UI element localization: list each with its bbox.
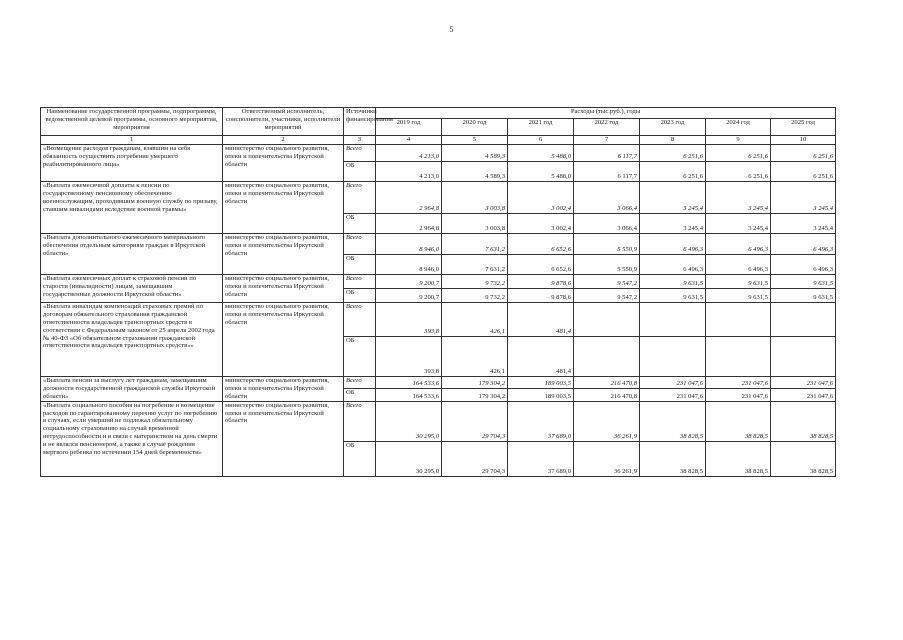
header-expenses: Расходы (тыс.руб.), годы xyxy=(376,108,836,119)
row-total-label: Всего xyxy=(344,376,376,388)
row-responsible: министерство социального развития, опеки и попечительства Иркутской области xyxy=(223,274,344,302)
source-value: 426,1 xyxy=(442,336,508,376)
header-year: 2020 год xyxy=(442,119,508,136)
source-value: 393,8 xyxy=(376,336,442,376)
source-value: 9 631,5 xyxy=(771,288,836,302)
row-total-label: Всего xyxy=(344,274,376,288)
table-row xyxy=(41,401,836,441)
total-value: 8 946,0 xyxy=(376,233,442,254)
total-value: 3 002,4 xyxy=(508,181,574,213)
table-row xyxy=(41,274,836,288)
source-value: 3 003,8 xyxy=(442,213,508,233)
source-value: 3 245,4 xyxy=(771,213,836,233)
total-value: 37 689,0 xyxy=(508,401,574,441)
row-source-label: ОБ xyxy=(344,213,376,233)
source-value: 6 652,6 xyxy=(508,254,574,274)
source-value: 37 689,0 xyxy=(508,441,574,476)
expenses-table xyxy=(40,107,836,477)
source-value: 36 261,9 xyxy=(574,441,640,476)
source-value: 6 251,6 xyxy=(771,161,836,181)
source-value: 9 547,2 xyxy=(574,288,640,302)
source-value: 5 488,0 xyxy=(508,161,574,181)
total-value: 5 488,0 xyxy=(508,144,574,161)
source-value: 7 631,2 xyxy=(442,254,508,274)
total-value: 2 964,8 xyxy=(376,181,442,213)
total-value: 9 200,7 xyxy=(376,274,442,288)
row-total-label: Всего xyxy=(344,181,376,213)
total-value: 6 496,3 xyxy=(771,233,836,254)
row-name: «Выплата ежемесячной доплаты к пенсии по государственному пенсионному обеспечению военнослужащим, проходившим военную службу по призыву, ставшим инвалидами вследствие военной травмы» xyxy=(41,181,223,233)
total-value: 6 496,3 xyxy=(640,233,706,254)
column-index: 5 xyxy=(442,136,508,145)
source-value: 216 470,8 xyxy=(574,389,640,401)
table-body xyxy=(41,144,836,476)
source-value: 4 589,3 xyxy=(442,161,508,181)
source-value: 5 550,9 xyxy=(574,254,640,274)
source-value: 189 003,5 xyxy=(508,389,574,401)
column-index: 6 xyxy=(508,136,574,145)
row-name: «Выплата инвалидам компенсаций страховых премий по договорам обязательного страхования гражданской ответственности владельцев транспортных средств в соответствии с Федеральным законом от 25 апреля 2002 года № 40-ФЗ «Об обязательном страховании гражданской ответственности владельцев транспортных средств»» xyxy=(41,302,223,376)
row-responsible: министерство социального развития, опеки и попечительства Иркутской области xyxy=(223,181,344,233)
source-value: 38 828,5 xyxy=(706,441,771,476)
total-value: 231 047,6 xyxy=(706,376,771,388)
row-source-label: ОБ xyxy=(344,389,376,401)
row-source-label: ОБ xyxy=(344,288,376,302)
total-value: 38 828,5 xyxy=(771,401,836,441)
source-value: 9 631,5 xyxy=(706,288,771,302)
row-responsible: министерство социального развития, опеки и попечительства Иркутской области xyxy=(223,376,344,401)
total-value: 6 652,6 xyxy=(508,233,574,254)
total-value: 9 878,6 xyxy=(508,274,574,288)
source-value xyxy=(574,336,640,376)
total-value: 6 251,6 xyxy=(771,144,836,161)
row-source-label: ОБ xyxy=(344,441,376,476)
total-value: 38 828,5 xyxy=(640,401,706,441)
total-value: 30 295,0 xyxy=(376,401,442,441)
total-value: 6 251,6 xyxy=(640,144,706,161)
row-total-label: Всего xyxy=(344,233,376,254)
column-index: 1 xyxy=(41,136,223,145)
table-row xyxy=(41,302,836,336)
header-year: 2024 год xyxy=(706,119,771,136)
source-value: 164 533,6 xyxy=(376,389,442,401)
source-value: 3 066,4 xyxy=(574,213,640,233)
row-responsible: министерство социального развития, опеки и попечительства Иркутской области xyxy=(223,302,344,376)
total-value: 426,1 xyxy=(442,302,508,336)
source-value: 6 117,7 xyxy=(574,161,640,181)
column-index: 10 xyxy=(771,136,836,145)
source-value: 481,4 xyxy=(508,336,574,376)
source-value: 2 964,8 xyxy=(376,213,442,233)
source-value: 6 496,3 xyxy=(640,254,706,274)
header-responsible: Ответственный исполнитель, соисполнители, участники, исполнители мероприятий xyxy=(223,108,344,136)
header-year: 2023 год xyxy=(640,119,706,136)
total-value: 5 550,9 xyxy=(574,233,640,254)
total-value: 164 533,6 xyxy=(376,376,442,388)
header-name: Наименование государственной программы, подпрограммы, ведомственной целевой программы, основного мероприятия, мероприятия xyxy=(41,108,223,136)
source-value: 231 047,6 xyxy=(640,389,706,401)
header-source: Источники финансирования xyxy=(344,108,376,136)
column-index: 7 xyxy=(574,136,640,145)
total-value: 3 245,4 xyxy=(706,181,771,213)
total-value: 9 732,2 xyxy=(442,274,508,288)
column-index: 3 xyxy=(344,136,376,145)
table-row xyxy=(41,181,836,213)
source-value: 9 200,7 xyxy=(376,288,442,302)
row-name: «Выплата социального пособия на погребение и возмещение расходов по гарантированному перечню услуг по погребению в случаях, если умерший не подлежал обязательному социальному страхованию на случай временной нетрудоспособности и в связи с материнством на день смерти и не являлся пенсионером, а также в случае рождения мертвого ребенка по истечении 154 дней беременности» xyxy=(41,401,223,476)
source-value: 9 631,5 xyxy=(640,288,706,302)
total-value: 4 589,3 xyxy=(442,144,508,161)
total-value: 3 245,4 xyxy=(640,181,706,213)
header-year: 2025 год xyxy=(771,119,836,136)
total-value: 481,4 xyxy=(508,302,574,336)
source-value: 3 002,4 xyxy=(508,213,574,233)
total-value: 6 251,6 xyxy=(706,144,771,161)
total-value: 4 213,0 xyxy=(376,144,442,161)
row-total-label: Всего xyxy=(344,302,376,336)
source-value xyxy=(640,336,706,376)
total-value: 393,8 xyxy=(376,302,442,336)
row-name: «Выплата ежемесячных доплат к страховой пенсии по старости (инвалидности) лицам, замещавшим государственные должности Иркутской области» xyxy=(41,274,223,302)
header-year: 2021 год xyxy=(508,119,574,136)
total-value: 7 631,2 xyxy=(442,233,508,254)
column-index: 8 xyxy=(640,136,706,145)
total-value: 6 117,7 xyxy=(574,144,640,161)
row-total-label: Всего xyxy=(344,401,376,441)
source-value: 6 251,6 xyxy=(706,161,771,181)
column-index: 4 xyxy=(376,136,442,145)
row-name: «Возмещение расходов гражданам, взявшим на себя обязанность осуществить погребение умершего реабилитированного лица» xyxy=(41,144,223,181)
source-value: 179 304,2 xyxy=(442,389,508,401)
source-value: 38 828,5 xyxy=(771,441,836,476)
source-value: 3 245,4 xyxy=(640,213,706,233)
page-number: 5 xyxy=(449,25,454,34)
total-value: 36 261,9 xyxy=(574,401,640,441)
total-value: 231 047,6 xyxy=(640,376,706,388)
row-source-label: ОБ xyxy=(344,254,376,274)
source-value xyxy=(706,336,771,376)
source-value: 4 213,0 xyxy=(376,161,442,181)
total-value: 3 066,4 xyxy=(574,181,640,213)
total-value: 3 003,8 xyxy=(442,181,508,213)
table-row xyxy=(41,233,836,254)
source-value: 6 496,3 xyxy=(706,254,771,274)
column-index-row xyxy=(41,136,836,145)
source-value: 9 878,6 xyxy=(508,288,574,302)
total-value xyxy=(574,302,640,336)
source-value: 9 732,2 xyxy=(442,288,508,302)
source-value: 6 251,6 xyxy=(640,161,706,181)
total-value: 38 828,5 xyxy=(706,401,771,441)
total-value: 9 631,5 xyxy=(640,274,706,288)
total-value: 9 547,2 xyxy=(574,274,640,288)
source-value: 3 245,4 xyxy=(706,213,771,233)
total-value: 9 631,5 xyxy=(706,274,771,288)
column-index: 2 xyxy=(223,136,344,145)
total-value: 216 470,8 xyxy=(574,376,640,388)
total-value xyxy=(640,302,706,336)
total-value: 189 003,5 xyxy=(508,376,574,388)
total-value: 29 704,3 xyxy=(442,401,508,441)
row-responsible: министерство социального развития, опеки и попечительства Иркутской области xyxy=(223,144,344,181)
table-row xyxy=(41,376,836,388)
row-name: «Выплата пенсии за выслугу лет гражданам, замещавшим должности государственной гражданской службы Иркутской области» xyxy=(41,376,223,401)
row-source-label: ОБ xyxy=(344,336,376,376)
source-value: 30 295,0 xyxy=(376,441,442,476)
source-value: 29 704,3 xyxy=(442,441,508,476)
row-responsible: министерство социального развития, опеки и попечительства Иркутской области xyxy=(223,233,344,274)
total-value: 231 047,6 xyxy=(771,376,836,388)
source-value: 231 047,6 xyxy=(771,389,836,401)
row-source-label: ОБ xyxy=(344,161,376,181)
table-row xyxy=(41,144,836,161)
source-value: 8 946,0 xyxy=(376,254,442,274)
total-value xyxy=(706,302,771,336)
source-value: 38 828,5 xyxy=(640,441,706,476)
source-value xyxy=(771,336,836,376)
source-value: 6 496,3 xyxy=(771,254,836,274)
row-total-label: Всего xyxy=(344,144,376,161)
header-year: 2022 год xyxy=(574,119,640,136)
column-index: 9 xyxy=(706,136,771,145)
total-value: 6 496,3 xyxy=(706,233,771,254)
header-year: 2019 год xyxy=(376,119,442,136)
row-name: «Выплата дополнительного ежемесячного материального обеспечения отдельным категориям граждан в Иркутской области» xyxy=(41,233,223,274)
total-value: 3 245,4 xyxy=(771,181,836,213)
total-value xyxy=(771,302,836,336)
source-value: 231 047,6 xyxy=(706,389,771,401)
total-value: 9 631,5 xyxy=(771,274,836,288)
total-value: 179 304,2 xyxy=(442,376,508,388)
row-responsible: министерство социального развития, опеки и попечительства Иркутской области xyxy=(223,401,344,476)
